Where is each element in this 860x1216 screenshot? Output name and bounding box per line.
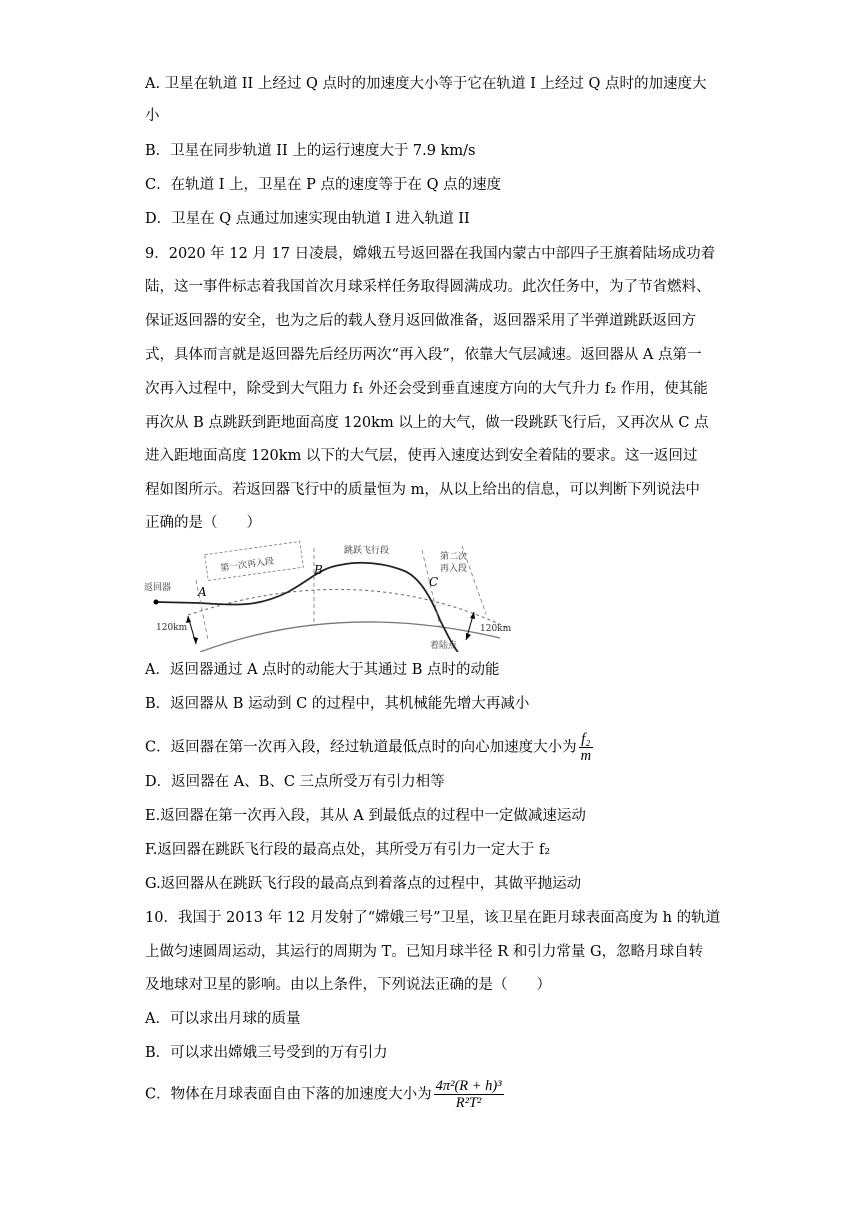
label-landing-point: 着陆点 [430,641,458,651]
fraction-moon-gravity [434,1078,504,1111]
q9-stem-line: 次再入过程中，除受到大气阻力 f₁ 外还会受到垂直速度方向的大气升力 f₂ 作用，使其能 [145,381,708,397]
q10-stem-line: 10．我国于 2013 年 12 月发射了“嫦娥三号”卫星，该卫星在距月球表面高度为 h 的轨道 [145,910,721,926]
q8-option-b: B．卫星在同步轨道 II 上的运行速度大于 7.9 km/s [145,143,476,159]
label-capsule: 返回器 [144,583,172,593]
label-height-left: 120km [156,623,188,633]
q10-option-a: A．可以求出月球的质量 [145,1011,301,1027]
q9-stem-line: 9．2020 年 12 月 17 日凌晨，嫦娥五号返回器在我国内蒙古中部四子王旗着陆场成功着 [145,246,716,262]
trajectory-curve [156,563,458,652]
q8-option-a-line2: 小 [145,108,160,124]
label-second-reentry-1: 第二次 [440,552,468,562]
label-skip-segment: 跳跃飞行段 [344,546,390,556]
q9-option-d: D．返回器在 A、B、C 三点所受万有引力相等 [145,774,445,790]
q10-stem-line: 及地球对卫星的影响。由以上条件，下列说法正确的是（ ） [145,977,551,993]
q9-stem-line: 保证返回器的安全，也为之后的载人登月返回做准备，返回器采用了半弹道跳跃返回方 [145,313,696,329]
label-second-reentry-2: 再入段 [440,564,468,574]
fraction-numerator: f₂ [579,731,593,748]
q10-option-b: B．可以求出嫦娥三号受到的万有引力 [145,1045,388,1061]
label-first-reentry: 第一次再入段 [219,556,275,575]
fraction-f2-over-m [579,731,593,764]
reentry-trajectory-diagram [140,540,520,652]
q9-option-c-text: C．返回器在第一次再入段，经过轨道最低点时的向心加速度大小为 [145,739,577,756]
q9-stem-line: 正确的是（ ） [145,515,261,531]
q8-option-a-line1: A. 卫星在轨道 II 上经过 Q 点时的加速度大小等于它在轨道 I 上经过 Q 点时的加速度大 [145,76,707,92]
q9-option-b: B．返回器从 B 运动到 C 的过程中，其机械能先增大再减小 [145,696,530,712]
q9-stem-line: 式，具体而言就是返回器先后经历两次“再入段”，依靠大气层减速。返回器从 A 点第一 [145,347,702,363]
q9-stem-line: 再次从 B 点跳跃到距地面高度 120km 以上的大气，做一段跳跃飞行后，又再次从 C 点 [145,415,709,431]
q10-stem-line: 上做匀速圆周运动，其运行的周期为 T。已知月球半径 R 和引力常量 G，忽略月球自转 [145,944,704,960]
q9-stem-line: 程如图所示。若返回器飞行中的质量恒为 m，从以上给出的信息，可以判断下列说法中 [145,482,700,498]
q10-option-c-text: C．物体在月球表面自由下落的加速度大小为 [145,1086,432,1103]
q9-option-a: A．返回器通过 A 点时的动能大于其通过 B 点时的动能 [145,662,500,678]
q9-option-e: E.返回器在第一次再入段，其从 A 到最低点的过程中一定做减速运动 [145,808,586,824]
q8-option-d: D．卫星在 Q 点通过加速实现由轨道 I 进入轨道 II [145,211,470,227]
label-height-right: 120km [480,624,512,634]
point-b-label: B [314,563,323,577]
q8-option-c: C．在轨道 I 上，卫星在 P 点的速度等于在 Q 点的速度 [145,177,502,193]
q9-stem-line: 进入距地面高度 120km 以下的大气层，使再入速度达到安全着陆的要求。这一返回过 [145,448,698,464]
q10-option-c [145,1078,504,1111]
q9-option-f: F.返回器在跳跃飞行段的最高点处，其所受万有引力一定大于 f₂ [145,842,551,858]
fraction-numerator: 4π²(R + h)³ [435,1078,502,1094]
point-a-label: A [198,585,207,599]
point-c-label: C [429,575,439,589]
fraction-denominator: m [580,748,592,764]
q9-option-c [145,731,593,764]
capsule-dot [154,600,159,605]
q9-option-g: G.返回器从在跳跃飞行段的最高点到着落点的过程中，其做平抛运动 [145,876,582,892]
fraction-denominator: R²T² [455,1095,482,1111]
q9-stem-line: 陆，这一事件标志着我国首次月球采样任务取得圆满成功。此次任务中，为了节省燃料、 [145,279,711,295]
